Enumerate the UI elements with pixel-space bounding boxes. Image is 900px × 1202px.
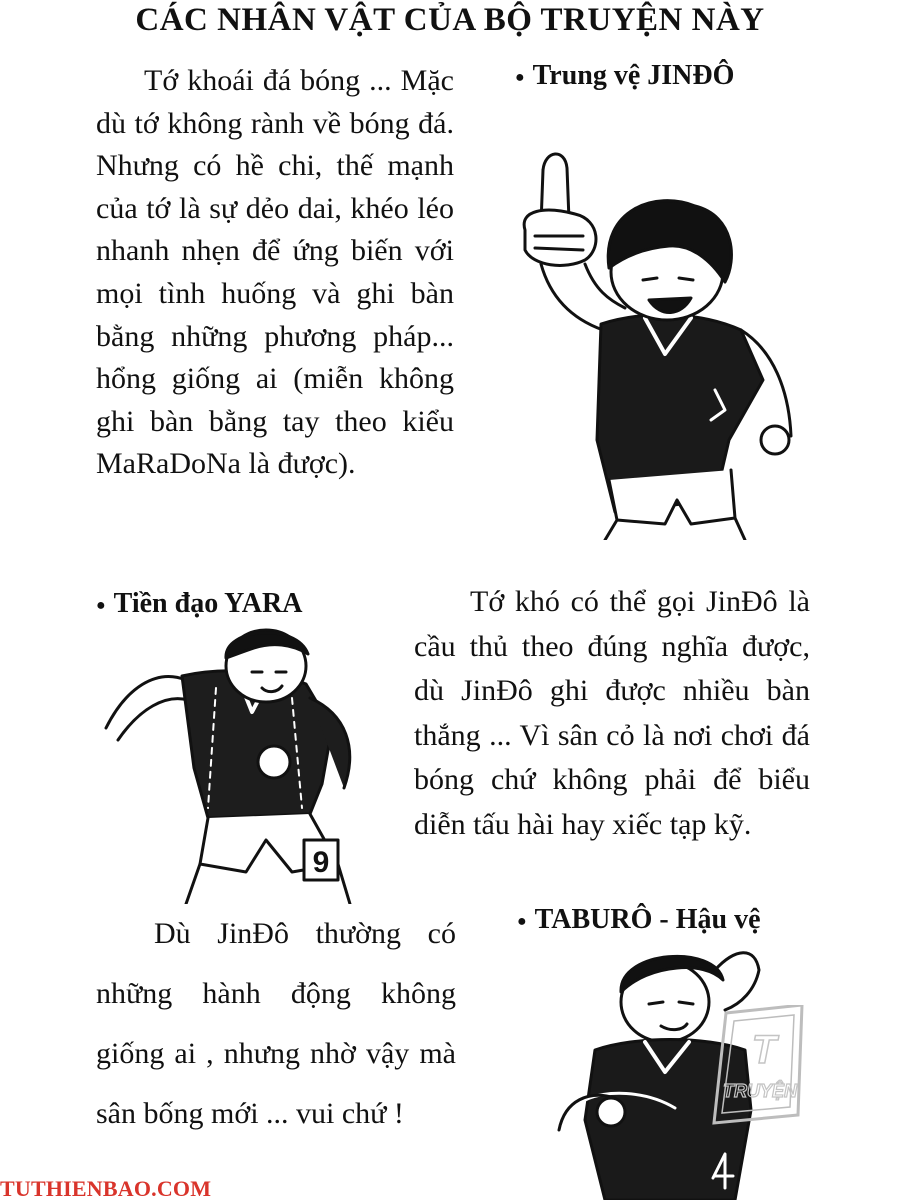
bullet-icon: ● <box>96 596 106 614</box>
bullet-icon: ● <box>515 68 525 86</box>
jindo-illustration <box>505 140 805 540</box>
taburo-paragraph: Dù JinĐô thường có những hành động không giống ai , nhưng nhờ vậy mà sân bống mới ... vui chứ ! <box>96 917 456 1130</box>
yara-illustration <box>96 628 396 904</box>
jindo-heading <box>515 60 734 92</box>
jindo-intro-paragraph: Tớ khoái đá bóng ... Mặc dù tớ không rành về bóng đá. Nhưng có hề chi, thế mạnh của tớ là sự dẻo dai, khéo léo nhanh nhẹn để ứng biến với mọi tình huống và ghi bàn bằng những phương pháp... hổng giống ai (miễn không ghi bàn bằng tay theo kiểu MaRaDoNa là được). <box>96 64 454 481</box>
bullet-icon: ● <box>517 912 527 930</box>
jindo-heading-label: Trung vệ JINĐÔ <box>532 60 735 91</box>
page-title: CÁC NHÂN VẬT CỦA BỘ TRUYỆN NÀY <box>135 2 765 38</box>
yara-heading <box>96 588 302 620</box>
watermark-badge-bottom: TRUYỆN <box>722 1081 798 1101</box>
taburo-heading-label: TABURÔ - Hậu vệ <box>534 904 761 935</box>
watermark-badge-top: T <box>751 1028 777 1072</box>
yara-jersey-number: 9 <box>312 846 330 879</box>
yara-heading-label: Tiền đạo YARA <box>113 588 303 619</box>
site-watermark: TUTHIENBAO.COM <box>0 1176 212 1201</box>
watermark-badge-icon <box>706 1005 806 1125</box>
yara-paragraph: Tớ khó có thể gọi JinĐô là cầu thủ theo đúng nghĩa được, dù JinĐô ghi được nhiều bàn thắng ... Vì sân cỏ là nơi chơi đá bóng chứ không phải để biểu diễn tấu hài hay xiếc tạp kỹ. <box>414 585 810 841</box>
taburo-heading <box>517 904 761 936</box>
